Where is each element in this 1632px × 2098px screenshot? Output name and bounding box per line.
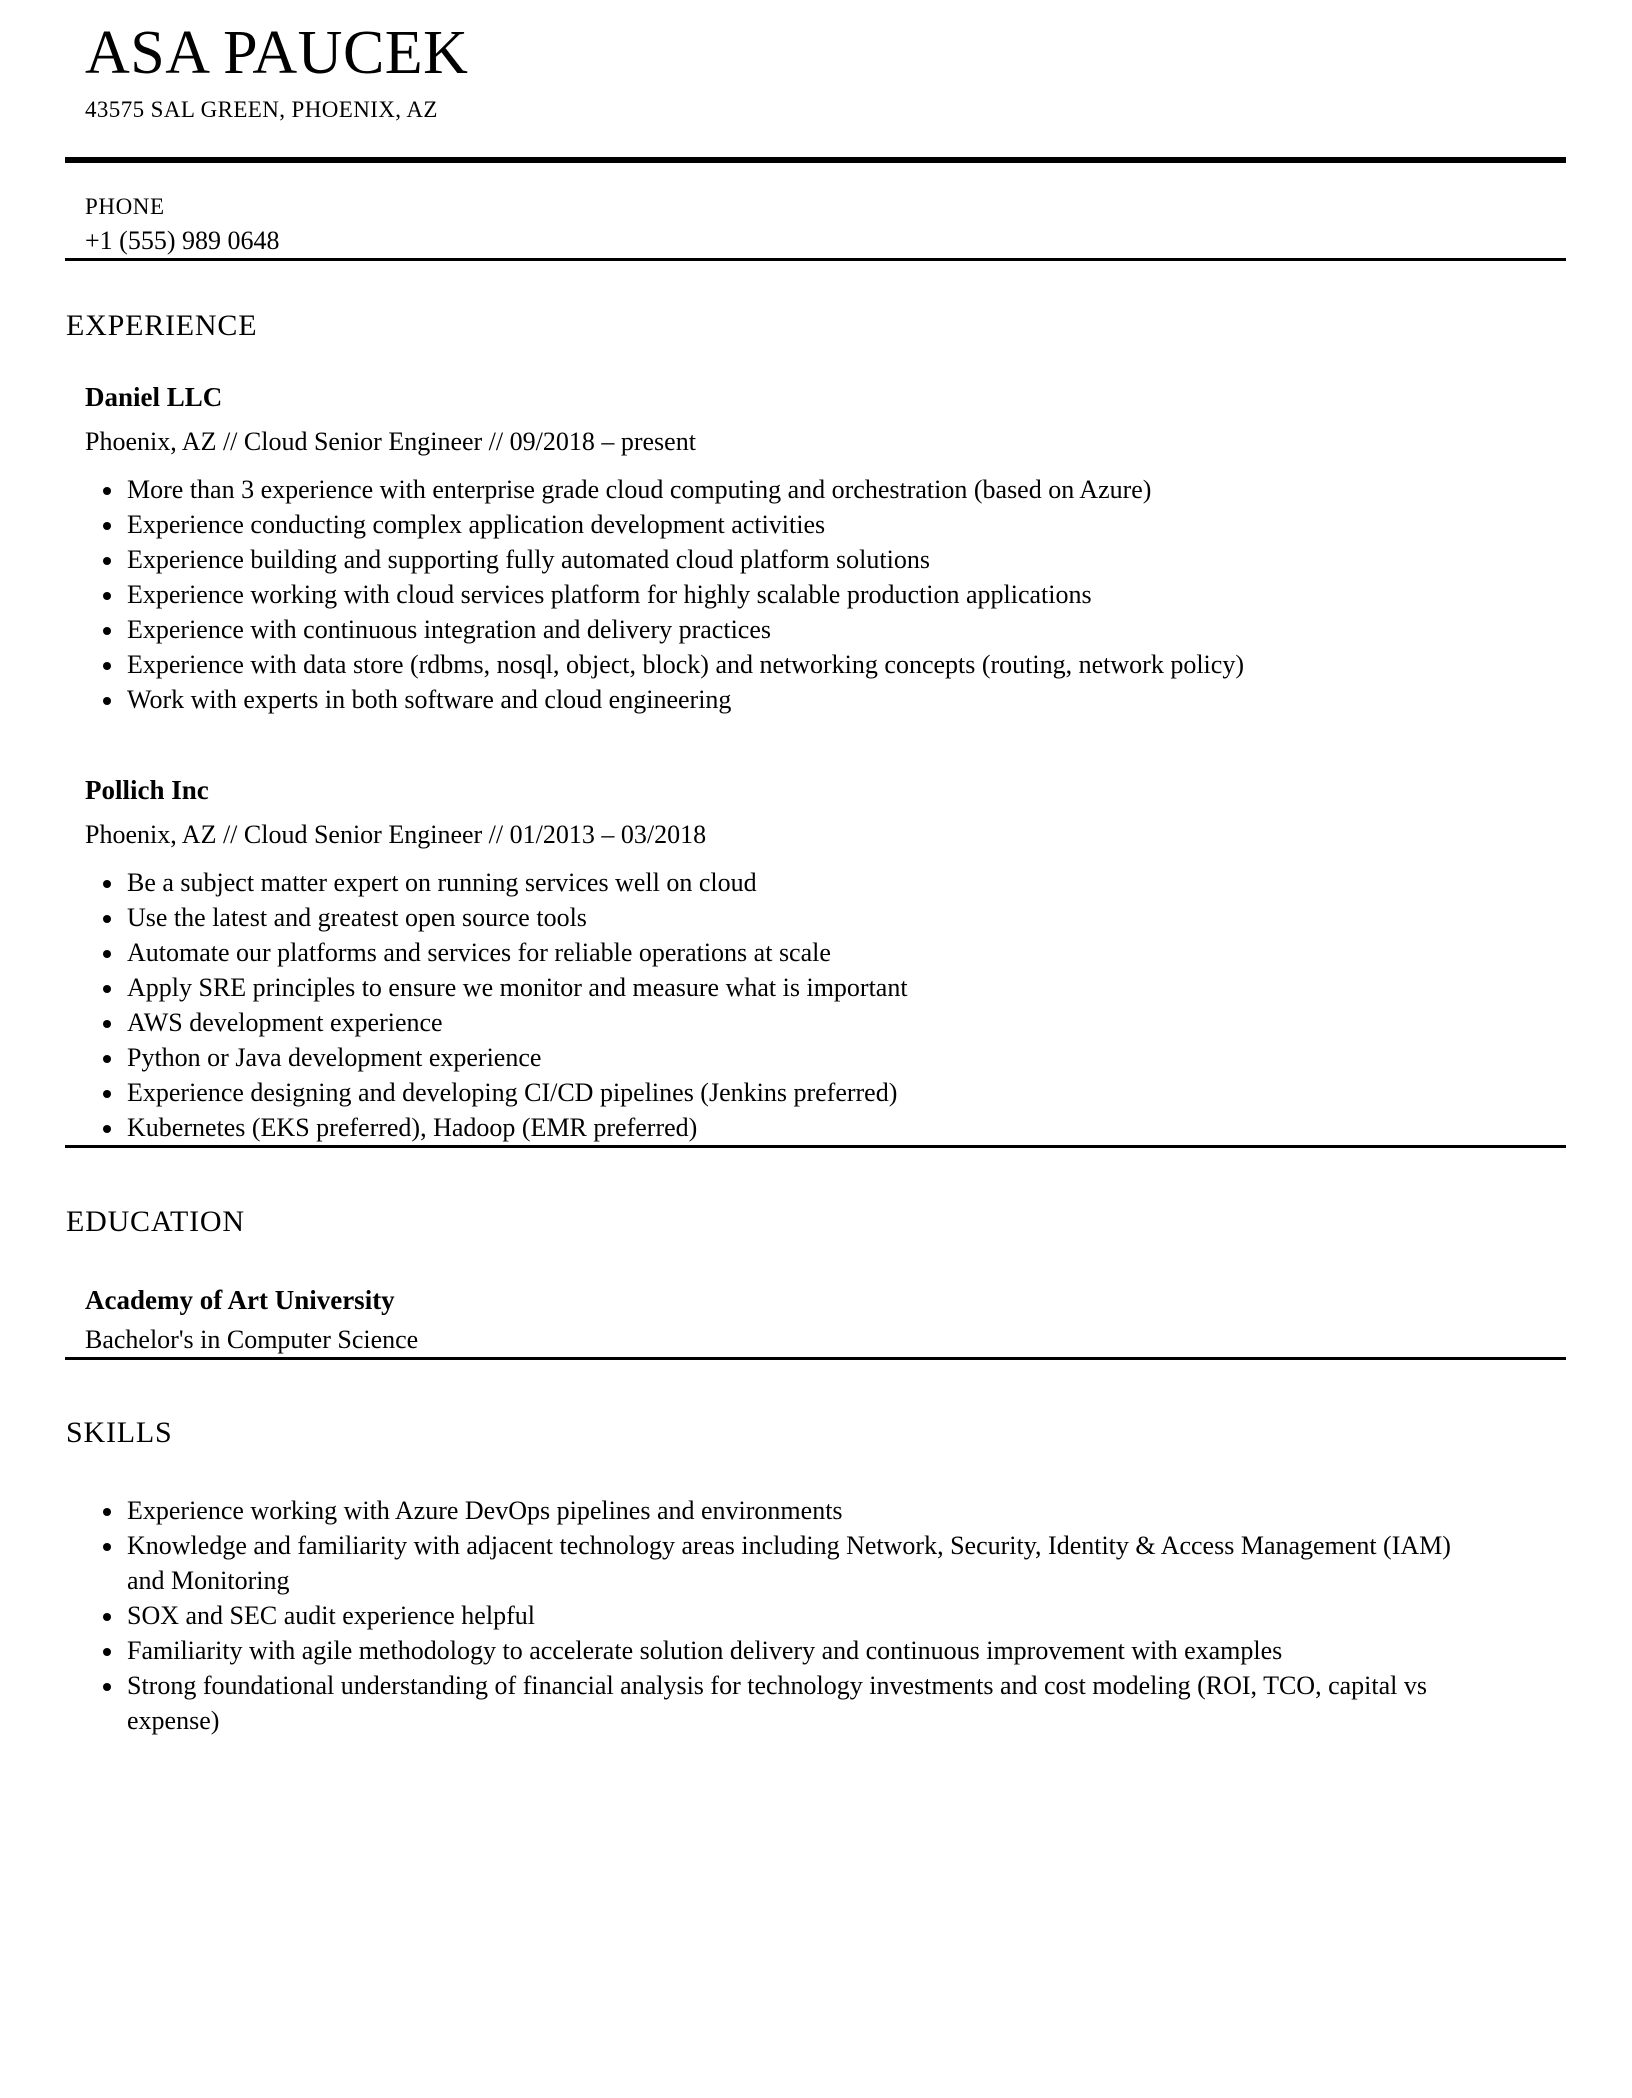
job-bullet: • Experience building and supporting fully automated cloud platform solutions xyxy=(125,542,1465,577)
job-bullet: • AWS development experience xyxy=(125,1005,1465,1040)
section-title-skills: SKILLS xyxy=(66,1416,173,1449)
job-bullet: • Experience conducting complex application development activities xyxy=(125,507,1465,542)
skills-section xyxy=(65,1414,1566,1738)
education-entry xyxy=(65,1282,1566,1357)
resume-name: ASA PAUCEK xyxy=(85,19,469,87)
job-bullet-list xyxy=(85,865,1566,1145)
job-bullet: • Work with experts in both software and cloud engineering xyxy=(125,682,1465,717)
job-bullet: • Experience with continuous integration and delivery practices xyxy=(125,612,1465,647)
company-name: Daniel LLC xyxy=(85,382,223,412)
contact-divider xyxy=(65,258,1566,261)
job-bullet: • Use the latest and greatest open source tools xyxy=(125,900,1465,935)
resume-address: 43575 SAL GREEN, PHOENIX, AZ xyxy=(85,97,438,122)
job-meta: Phoenix, AZ // Cloud Senior Engineer // 01/2013 – 03/2018 xyxy=(85,820,707,849)
job-bullet: • Experience with data store (rdbms, nosql, object, block) and networking concepts (routing, network policy) xyxy=(125,647,1465,682)
job-bullet: • Be a subject matter expert on running services well on cloud xyxy=(125,865,1465,900)
section-title-experience: EXPERIENCE xyxy=(66,309,258,342)
skill-bullet: • Familiarity with agile methodology to accelerate solution delivery and continuous improvement with examples xyxy=(125,1633,1465,1668)
phone-label: PHONE xyxy=(85,194,165,219)
degree: Bachelor's in Computer Science xyxy=(85,1325,419,1354)
section-title-education: EDUCATION xyxy=(66,1205,245,1238)
job-bullet: • Apply SRE principles to ensure we monitor and measure what is important xyxy=(125,970,1465,1005)
job-bullet: • Experience designing and developing CI/CD pipelines (Jenkins preferred) xyxy=(125,1075,1465,1110)
resume-header xyxy=(65,18,1566,124)
company-name: Pollich Inc xyxy=(85,775,209,805)
job-meta: Phoenix, AZ // Cloud Senior Engineer // 09/2018 – present xyxy=(85,427,696,456)
job-bullet: • Experience working with cloud services platform for highly scalable production applications xyxy=(125,577,1465,612)
experience-divider xyxy=(65,1145,1566,1148)
job-bullet: • Python or Java development experience xyxy=(125,1040,1465,1075)
skill-bullet: • SOX and SEC audit experience helpful xyxy=(125,1598,1465,1633)
job-entry-daniel-llc xyxy=(65,379,1566,717)
job-bullet: • More than 3 experience with enterprise grade cloud computing and orchestration (based on Azure) xyxy=(125,472,1465,507)
experience-section xyxy=(65,307,1566,1145)
skills-bullet-list xyxy=(85,1493,1566,1738)
skill-bullet: • Knowledge and familiarity with adjacent technology areas including Network, Security, Identity & Access Management (IAM) and Monitoring xyxy=(125,1528,1465,1598)
contact-section xyxy=(85,193,1566,258)
skill-bullet: • Strong foundational understanding of financial analysis for technology investments and cost modeling (ROI, TCO, capital vs expense) xyxy=(125,1668,1465,1738)
job-bullet: • Automate our platforms and services for reliable operations at scale xyxy=(125,935,1465,970)
skill-bullet: • Experience working with Azure DevOps pipelines and environments xyxy=(125,1493,1465,1528)
header-divider xyxy=(65,157,1566,163)
education-divider xyxy=(65,1357,1566,1360)
job-entry-pollich-inc xyxy=(65,772,1566,1145)
school-name: Academy of Art University xyxy=(85,1285,395,1315)
job-bullet: • Kubernetes (EKS preferred), Hadoop (EMR preferred) xyxy=(125,1110,1465,1145)
job-bullet-list xyxy=(85,472,1566,717)
education-section xyxy=(65,1203,1566,1357)
phone-number: +1 (555) 989 0648 xyxy=(85,226,280,255)
